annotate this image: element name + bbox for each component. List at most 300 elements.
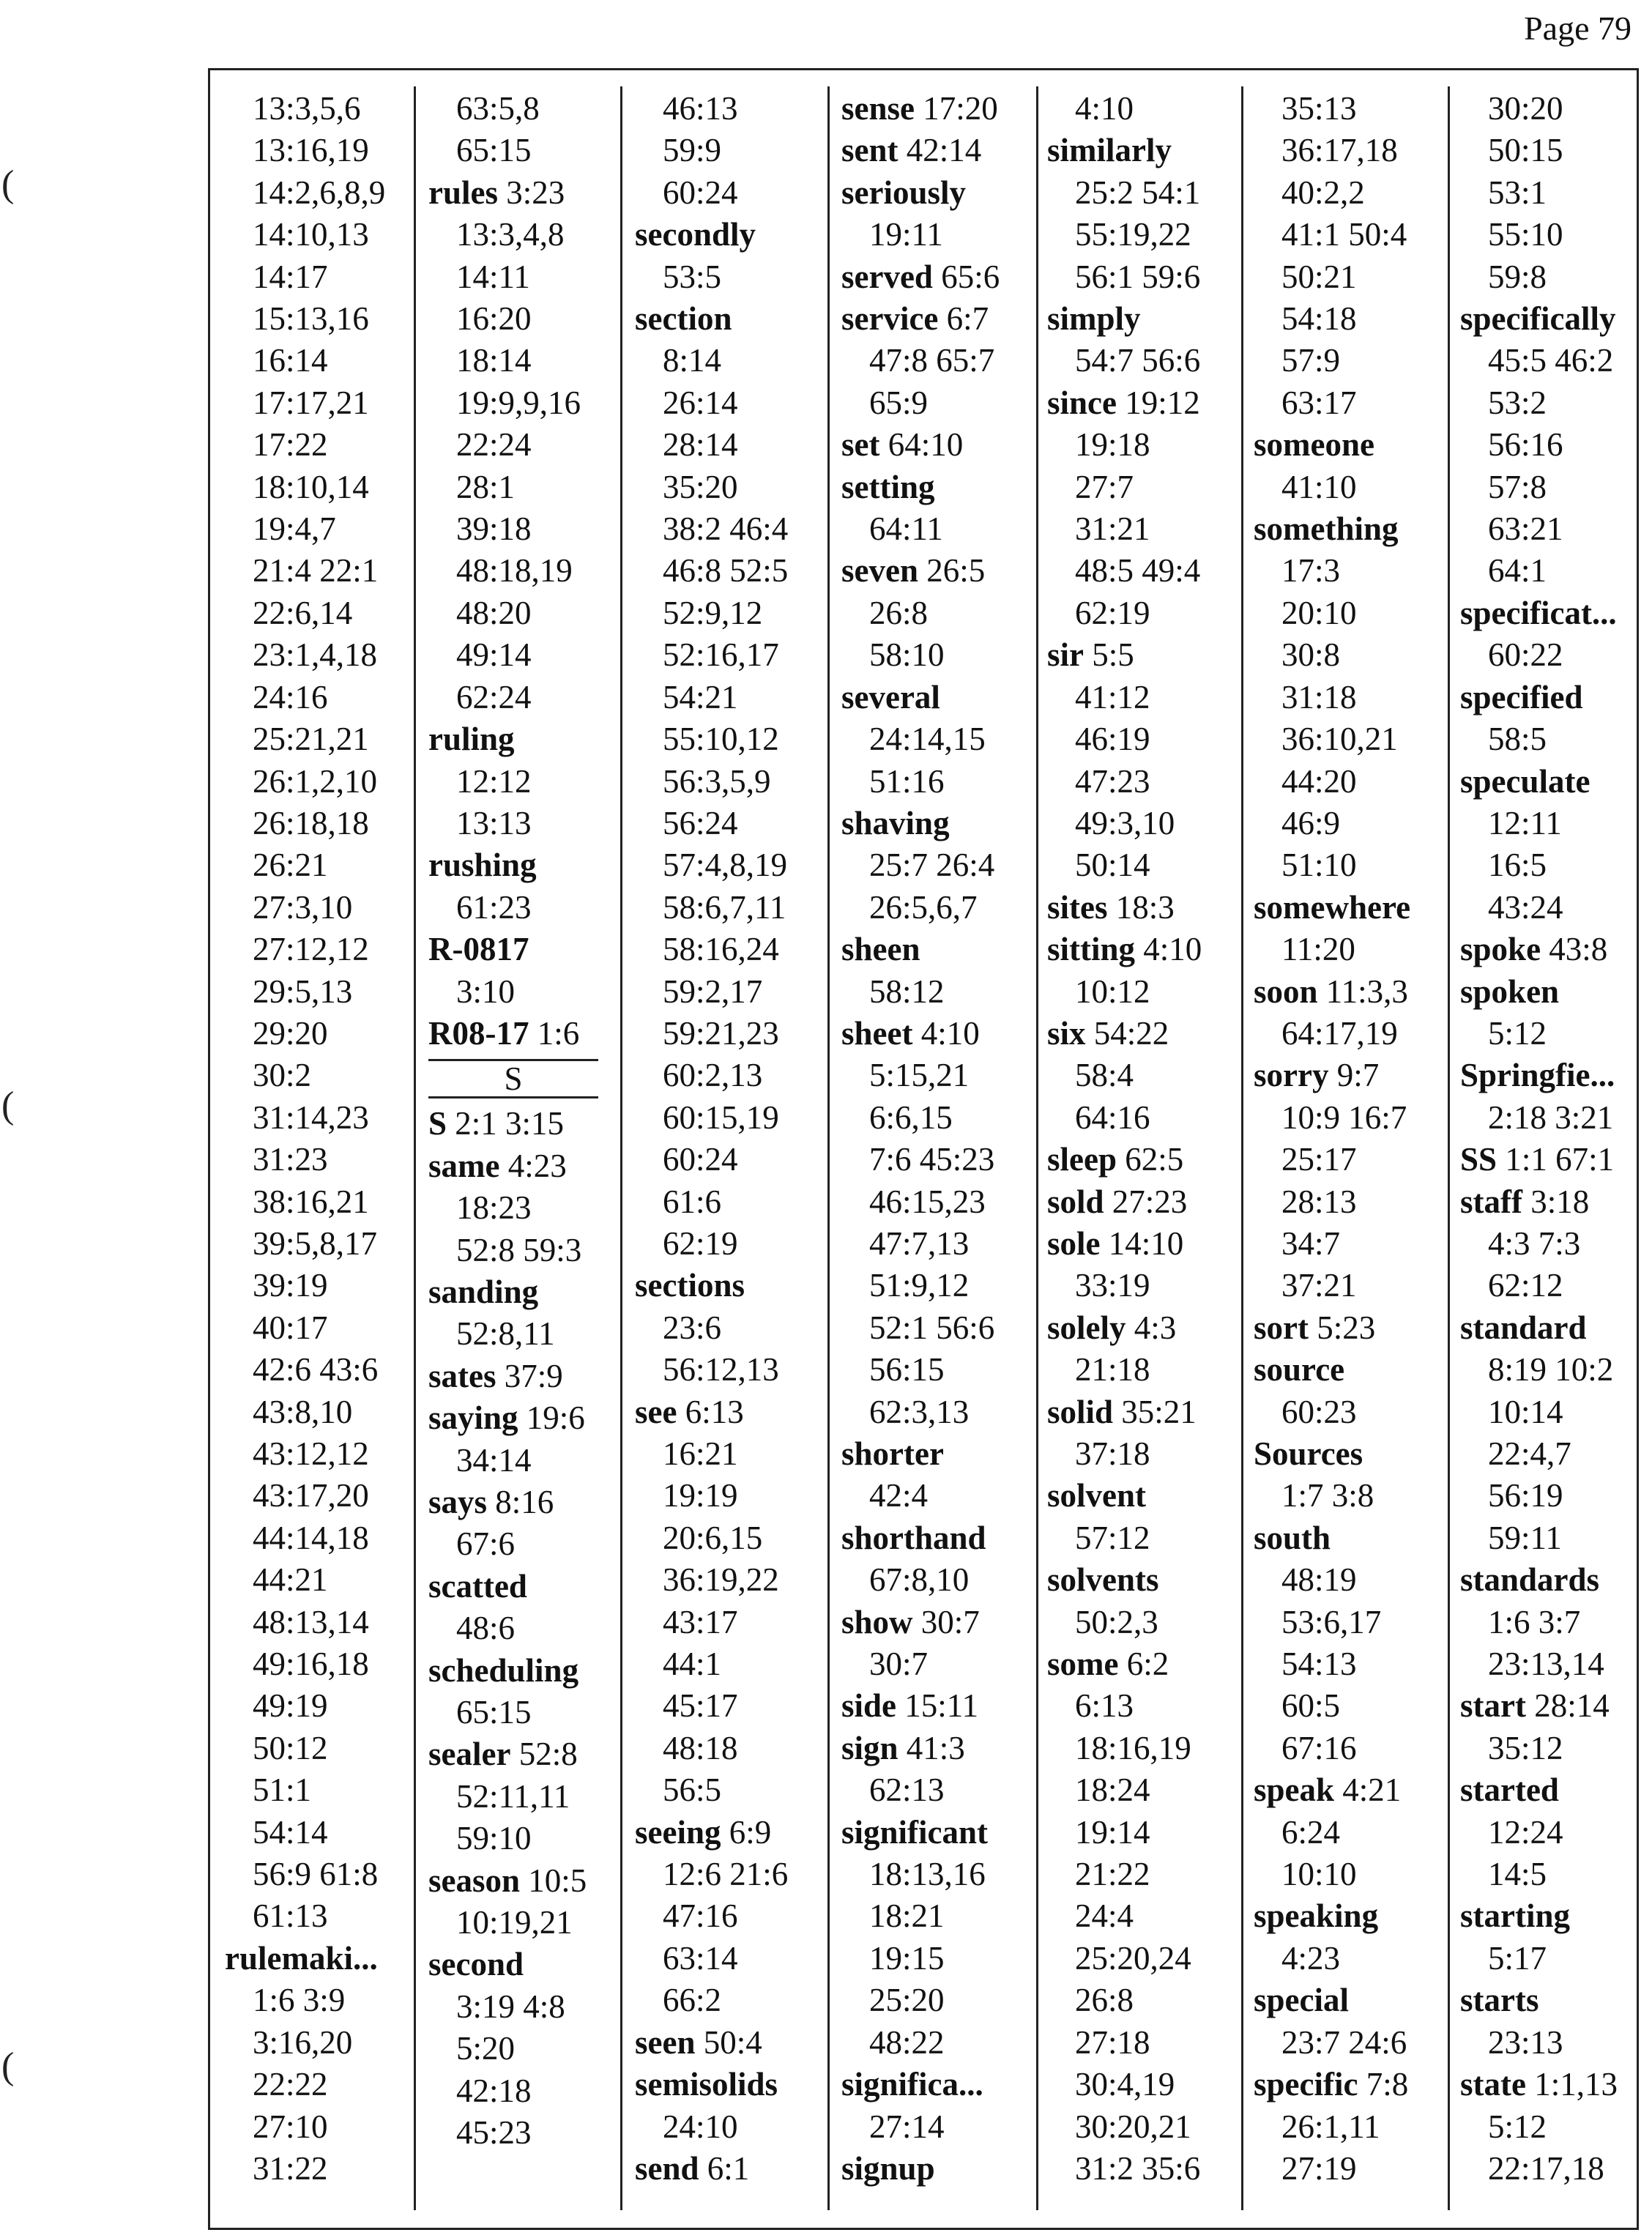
- term-word: sir: [1047, 636, 1084, 674]
- page-line-ref: 54:21: [663, 678, 738, 715]
- index-term: [1047, 1139, 1230, 1181]
- page-line-ref: 25:2 54:1: [1075, 174, 1201, 211]
- index-term: [841, 88, 1024, 130]
- page-line-ref: 41:12: [1075, 678, 1150, 715]
- page-line-ref: 18:3: [1115, 888, 1175, 926]
- page-line-ref: 19:12: [1125, 384, 1200, 421]
- page-line-ref: 43:12,12: [253, 1435, 369, 1472]
- index-term: [635, 2148, 818, 2190]
- page-line-ref: 52:16,17: [663, 636, 779, 674]
- index-term: [1047, 1223, 1230, 1265]
- page-line-ref: 60:2,13: [663, 1057, 763, 1094]
- page-line-ref: 55:10,12: [663, 721, 779, 758]
- term-word: sort: [1254, 1309, 1309, 1346]
- index-term: [841, 298, 1024, 340]
- page-line-ref: 27:12,12: [253, 931, 369, 968]
- page-line-ref: 52:11,11: [456, 1777, 570, 1815]
- page-line-ref: 27:3,10: [253, 888, 353, 926]
- page-line-ref: 40:2,2: [1281, 174, 1365, 211]
- page-line-ref: 26:8: [1075, 1982, 1134, 2019]
- page-line-ref: 2:18 3:21: [1488, 1098, 1614, 1136]
- page-line-ref: 9:7: [1336, 1057, 1380, 1094]
- page-line-ref: 62:19: [663, 1224, 738, 1262]
- term-word: somewhere: [1254, 888, 1411, 926]
- page-line-ref: 48:6: [456, 1610, 516, 1647]
- page-line-ref: 59:10: [456, 1820, 532, 1857]
- index-term: [1460, 1685, 1643, 1727]
- page-line-ref: 48:5 49:4: [1075, 552, 1201, 590]
- page-line-ref: 64:17,19: [1281, 1014, 1398, 1052]
- page-line-ref: 58:16,24: [663, 931, 779, 968]
- term-word: seen: [635, 2023, 696, 2061]
- page-line-ref: 5:5: [1092, 636, 1134, 674]
- page-line-ref: 40:17: [253, 1309, 328, 1346]
- column-divider: [1448, 86, 1450, 2210]
- page-line-ref: 65:15: [456, 132, 532, 169]
- term-word: standards: [1460, 1561, 1600, 1599]
- page-line-ref: 64:1: [1488, 552, 1547, 590]
- page-line-ref: 30:20: [1488, 90, 1563, 127]
- page-line-ref: 4:10: [920, 1014, 980, 1052]
- index-term: [1254, 1979, 1437, 2021]
- index-term: [1047, 130, 1230, 171]
- page-line-ref: 56:5: [663, 1772, 722, 1809]
- page-line-ref: 19:19: [663, 1477, 738, 1514]
- index-term: [841, 1433, 1024, 1475]
- term-word: rulemaki...: [225, 1939, 378, 1977]
- page-line-ref: 42:18: [456, 2072, 532, 2109]
- term-word: sleep: [1047, 1141, 1117, 1178]
- page-line-ref: 35:20: [663, 468, 738, 505]
- index-term: [841, 1602, 1024, 1643]
- page-line-ref: 23:13: [1488, 2023, 1563, 2061]
- page-line-ref: 6:9: [729, 1813, 772, 1851]
- index-term: [635, 1265, 818, 1306]
- term-word: says: [428, 1484, 488, 1520]
- index-term: [841, 1812, 1024, 1854]
- term-word: sitting: [1047, 931, 1136, 968]
- page-line-ref: 24:4: [1075, 1897, 1134, 1935]
- index-term: [841, 172, 1024, 214]
- page-line-ref: 19:9,9,16: [456, 384, 581, 421]
- page-line-ref: 5:15,21: [869, 1057, 970, 1094]
- term-word: secondly: [635, 216, 756, 253]
- index-term: [428, 929, 611, 970]
- page-line-ref: 52:8,11: [456, 1315, 555, 1353]
- page-line-ref: 57:9: [1281, 342, 1341, 379]
- term-word: sanding: [428, 1273, 539, 1310]
- term-word: second: [428, 1946, 524, 1983]
- page-line-ref: 18:23: [456, 1189, 532, 1227]
- index-term: [1254, 424, 1437, 466]
- page-line-ref: 59:9: [663, 132, 722, 169]
- page-line-ref: 26:8: [869, 594, 929, 631]
- term-word: started: [1460, 1772, 1559, 1809]
- term-word: R08-17: [428, 1014, 529, 1052]
- page-line-ref: 31:14,23: [253, 1098, 369, 1136]
- page-line-ref: 31:22: [253, 2149, 328, 2187]
- page-number: Page 79: [1524, 10, 1631, 47]
- page-line-ref: 12:11: [1488, 804, 1562, 841]
- term-word: show: [841, 1603, 913, 1640]
- term-word: solvent: [1047, 1477, 1146, 1514]
- term-word: sites: [1047, 888, 1108, 926]
- page-line-ref: 13:3,5,6: [253, 90, 361, 127]
- page-line-ref: 44:20: [1281, 762, 1357, 800]
- term-word: Springfie...: [1460, 1057, 1615, 1094]
- page-line-ref: 64:10: [888, 426, 964, 464]
- term-word: soon: [1254, 973, 1318, 1010]
- page-line-ref: 6:6,15: [869, 1098, 953, 1136]
- index-term: [1254, 1349, 1437, 1391]
- page-line-ref: 22:22: [253, 2066, 328, 2103]
- page-line-ref: 6:13: [685, 1393, 744, 1430]
- page-line-ref: 67:16: [1281, 1729, 1357, 1766]
- page-line-ref: 43:17: [663, 1603, 738, 1640]
- term-word: shorthand: [841, 1519, 986, 1556]
- page-line-ref: 16:21: [663, 1435, 738, 1472]
- page-line-ref: 4:10: [1075, 90, 1134, 127]
- index-frame: [208, 68, 1639, 2230]
- page-line-ref: 55:10: [1488, 216, 1563, 253]
- page-line-ref: 23:13,14: [1488, 1646, 1604, 1683]
- page-line-ref: 33:19: [1075, 1267, 1150, 1304]
- page-line-ref: 26:5,6,7: [869, 888, 978, 926]
- term-word: semisolids: [635, 2066, 778, 2103]
- index-term: [1460, 1979, 1643, 2021]
- page-line-ref: 23:1,4,18: [253, 636, 378, 674]
- page-line-ref: 47:8 65:7: [869, 342, 995, 379]
- page-line-ref: 64:16: [1075, 1098, 1150, 1136]
- column-divider: [1036, 86, 1038, 2210]
- term-word: rules: [428, 174, 498, 211]
- page-line-ref: 27:7: [1075, 468, 1134, 505]
- index-term: [428, 1944, 611, 1985]
- page-line-ref: 48:18,19: [456, 552, 573, 590]
- index-term: [1254, 887, 1437, 929]
- page-line-ref: 3:10: [456, 973, 516, 1010]
- page-line-ref: 60:15,19: [663, 1098, 779, 1136]
- page-line-ref: 4:10: [1143, 931, 1202, 968]
- page-line-ref: 21:22: [1075, 1856, 1150, 1893]
- page-line-ref: 26:18,18: [253, 804, 369, 841]
- page-line-ref: 58:10: [869, 636, 945, 674]
- page-line-ref: 45:17: [663, 1687, 738, 1725]
- page-line-ref: 53:6,17: [1281, 1603, 1382, 1640]
- index-term: [1047, 1391, 1230, 1433]
- index-term: [1254, 1307, 1437, 1349]
- page-line-ref: 6:24: [1281, 1813, 1341, 1851]
- page-line-ref: 61:13: [253, 1897, 328, 1935]
- index-term: [428, 1860, 611, 1902]
- index-term: [428, 1013, 611, 1055]
- column-divider: [1241, 86, 1243, 2210]
- term-word: simply: [1047, 300, 1141, 338]
- term-word: sates: [428, 1357, 496, 1394]
- index-term: [841, 929, 1024, 970]
- index-term: [841, 1685, 1024, 1727]
- term-word: some: [1047, 1646, 1119, 1683]
- page-line-ref: 11:20: [1281, 931, 1355, 968]
- page-line-ref: 60:24: [663, 174, 738, 211]
- term-word: several: [841, 678, 940, 715]
- page-line-ref: 50:12: [253, 1729, 328, 1766]
- index-term: [1460, 1181, 1643, 1223]
- column-divider: [827, 86, 830, 2210]
- term-word: specificat...: [1460, 594, 1617, 631]
- page-line-ref: 65:15: [456, 1694, 532, 1731]
- index-term: [1047, 1475, 1230, 1517]
- term-word: speculate: [1460, 762, 1590, 800]
- page-line-ref: 44:14,18: [253, 1519, 369, 1556]
- page-line-ref: 50:15: [1488, 132, 1563, 169]
- page-line-ref: 37:18: [1075, 1435, 1150, 1472]
- page-line-ref: 17:17,21: [253, 384, 369, 421]
- page-line-ref: 14:11: [456, 258, 530, 295]
- page-line-ref: 1:1 67:1: [1505, 1141, 1615, 1178]
- page-line-ref: 48:13,14: [253, 1603, 369, 1640]
- index-term: [428, 172, 611, 214]
- page-line-ref: 8:14: [663, 342, 722, 379]
- page-line-ref: 63:21: [1488, 510, 1563, 548]
- page-line-ref: 61:23: [456, 888, 532, 926]
- page-line-ref: 22:6,14: [253, 594, 353, 631]
- term-word: Sources: [1254, 1435, 1363, 1472]
- page-line-ref: 16:20: [456, 300, 532, 338]
- term-word: similarly: [1047, 132, 1172, 169]
- page-line-ref: 50:4: [703, 2023, 762, 2061]
- term-word: start: [1460, 1687, 1526, 1725]
- index-term: [1047, 929, 1230, 970]
- page-line-ref: 21:18: [1075, 1351, 1150, 1388]
- page-line-ref: 20:6,15: [663, 1519, 763, 1556]
- index-term: [635, 1812, 818, 1854]
- page-line-ref: 10:12: [1075, 973, 1150, 1010]
- term-word: specifically: [1460, 300, 1616, 338]
- page-line-ref: 45:5 46:2: [1488, 342, 1614, 379]
- term-word: sole: [1047, 1224, 1101, 1262]
- page-line-ref: 6:7: [946, 300, 989, 338]
- page-line-ref: 58:6,7,11: [663, 888, 786, 926]
- page-line-ref: 28:14: [1534, 1687, 1610, 1725]
- page-line-ref: 4:3 7:3: [1488, 1224, 1581, 1262]
- index-term: [1047, 382, 1230, 424]
- page-line-ref: 28:14: [663, 426, 738, 464]
- page-line-ref: 35:21: [1121, 1393, 1197, 1430]
- page-line-ref: 49:3,10: [1075, 804, 1175, 841]
- term-word: service: [841, 300, 939, 338]
- page-line-ref: 11:3,3: [1325, 973, 1408, 1010]
- index-term: [1460, 2064, 1643, 2105]
- page-line-ref: 7:8: [1366, 2066, 1409, 2103]
- term-word: speak: [1254, 1772, 1335, 1809]
- term-word: sheet: [841, 1014, 913, 1052]
- page-line-ref: 17:22: [253, 426, 328, 464]
- page-line-ref: 35:12: [1488, 1729, 1563, 1766]
- page-line-ref: 47:7,13: [869, 1224, 970, 1262]
- page-line-ref: 62:24: [456, 678, 532, 715]
- page-line-ref: 3:18: [1530, 1183, 1590, 1220]
- page-line-ref: 4:21: [1342, 1772, 1402, 1809]
- page-line-ref: 19:6: [526, 1399, 585, 1437]
- index-term: [1254, 1895, 1437, 1937]
- index-term: [428, 718, 611, 760]
- page-line-ref: 43:24: [1488, 888, 1563, 926]
- section-letter-header: S: [428, 1059, 598, 1098]
- page-line-ref: 27:10: [253, 2108, 328, 2145]
- index-term: [841, 550, 1024, 592]
- page-line-ref: 5:17: [1488, 1939, 1547, 1977]
- index-term: [1047, 1307, 1230, 1349]
- index-term: [1047, 1559, 1230, 1601]
- page-line-ref: 60:22: [1488, 636, 1563, 674]
- term-word: section: [635, 300, 732, 338]
- page-line-ref: 51:10: [1281, 847, 1357, 884]
- page-line-ref: 24:14,15: [869, 721, 986, 758]
- index-term: [841, 256, 1024, 298]
- term-word: sense: [841, 90, 915, 127]
- page-line-ref: 52:1 56:6: [869, 1309, 995, 1346]
- page-line-ref: 25:20,24: [1075, 1939, 1191, 1977]
- index-term: [428, 1733, 611, 1775]
- page-line-ref: 14:17: [253, 258, 328, 295]
- term-word: solely: [1047, 1309, 1126, 1346]
- index-term: [1460, 1769, 1643, 1811]
- page-line-ref: 42:4: [869, 1477, 929, 1514]
- page-line-ref: 67:6: [456, 1525, 516, 1563]
- page-line-ref: 48:22: [869, 2023, 945, 2061]
- term-word: SS: [1460, 1141, 1497, 1178]
- index-term: [1047, 298, 1230, 340]
- page-line-ref: 49:16,18: [253, 1646, 369, 1683]
- page-line-ref: 12:24: [1488, 1813, 1563, 1851]
- page-line-ref: 48:19: [1281, 1561, 1357, 1599]
- page-line-ref: 18:21: [869, 1897, 945, 1935]
- page-line-ref: 43:17,20: [253, 1477, 369, 1514]
- term-word: setting: [841, 468, 935, 505]
- page-line-ref: 18:24: [1075, 1772, 1150, 1809]
- page-line-ref: 31:18: [1281, 678, 1357, 715]
- page-line-ref: 3:16,20: [253, 2023, 353, 2061]
- page-line-ref: 59:11: [1488, 1519, 1562, 1556]
- index-term: [1460, 1559, 1643, 1601]
- term-word: signup: [841, 2149, 935, 2187]
- term-word: shorter: [841, 1435, 944, 1472]
- page-line-ref: 13:13: [456, 804, 532, 841]
- term-word: state: [1460, 2066, 1526, 2103]
- term-word: solvents: [1047, 1561, 1159, 1599]
- term-word: something: [1254, 510, 1399, 548]
- page-line-ref: 1:7 3:8: [1281, 1477, 1374, 1514]
- index-term: [428, 1103, 611, 1145]
- page-line-ref: 8:19 10:2: [1488, 1351, 1614, 1388]
- page-line-ref: 53:5: [663, 258, 722, 295]
- page-line-ref: 18:16,19: [1075, 1729, 1191, 1766]
- page-line-ref: 58:5: [1488, 721, 1547, 758]
- page-line-ref: 30:7: [869, 1646, 929, 1683]
- term-word: spoken: [1460, 973, 1560, 1010]
- term-word: since: [1047, 384, 1117, 421]
- page-line-ref: 56:19: [1488, 1477, 1563, 1514]
- page-line-ref: 20:10: [1281, 594, 1357, 631]
- page-line-ref: 23:6: [663, 1309, 722, 1346]
- page-line-ref: 19:18: [1075, 426, 1150, 464]
- page-line-ref: 37:21: [1281, 1267, 1357, 1304]
- term-word: shaving: [841, 804, 950, 841]
- term-word: side: [841, 1687, 897, 1725]
- page-line-ref: 39:19: [253, 1267, 328, 1304]
- index-column-5: [1047, 88, 1230, 2207]
- page-line-ref: 60:5: [1281, 1687, 1341, 1725]
- page-line-ref: 66:2: [663, 1982, 722, 2019]
- page-line-ref: 34:14: [456, 1441, 532, 1479]
- term-word: S: [428, 1105, 447, 1142]
- page-line-ref: 42:14: [906, 132, 982, 169]
- page-line-ref: 38:2 46:4: [663, 510, 789, 548]
- index-term: [841, 1013, 1024, 1055]
- page-line-ref: 29:5,13: [253, 973, 353, 1010]
- page-line-ref: 41:3: [906, 1729, 965, 1766]
- page-line-ref: 21:4 22:1: [253, 552, 379, 590]
- page-line-ref: 61:6: [663, 1183, 722, 1220]
- page-line-ref: 52:8: [518, 1736, 578, 1773]
- page-line-ref: 62:13: [869, 1772, 945, 1809]
- page-line-ref: 12:6 21:6: [663, 1856, 789, 1893]
- margin-mark: (: [1, 1085, 15, 1126]
- page-line-ref: 56:3,5,9: [663, 762, 771, 800]
- page-line-ref: 19:14: [1075, 1813, 1150, 1851]
- term-word: sign: [841, 1729, 898, 1766]
- page-line-ref: 54:22: [1093, 1014, 1169, 1052]
- page-line-ref: 14:10,13: [253, 216, 369, 253]
- index-term: [841, 424, 1024, 466]
- index-term: [1460, 677, 1643, 718]
- term-word: special: [1254, 1982, 1349, 2019]
- page-line-ref: 16:5: [1488, 847, 1547, 884]
- page-line-ref: 14:10: [1108, 1224, 1184, 1262]
- term-word: see: [635, 1393, 677, 1430]
- index-column-3: [635, 88, 818, 2207]
- page-line-ref: 47:16: [663, 1897, 738, 1935]
- page-line-ref: 25:7 26:4: [869, 847, 995, 884]
- term-word: significa...: [841, 2066, 983, 2103]
- index-term: [1254, 1517, 1437, 1559]
- page-line-ref: 8:16: [495, 1484, 554, 1520]
- term-word: scheduling: [428, 1651, 579, 1689]
- term-word: sheen: [841, 931, 920, 968]
- page-line-ref: 1:6 3:7: [1488, 1603, 1581, 1640]
- index-term: [841, 2148, 1024, 2190]
- term-word: standard: [1460, 1309, 1587, 1346]
- index-column-4: [841, 88, 1024, 2207]
- column-divider: [620, 86, 622, 2210]
- page-line-ref: 27:23: [1112, 1183, 1188, 1220]
- page-line-ref: 26:5: [926, 552, 986, 590]
- term-word: sent: [841, 132, 898, 169]
- page-line-ref: 46:19: [1075, 721, 1150, 758]
- term-word: seriously: [841, 174, 967, 211]
- term-word: season: [428, 1862, 521, 1899]
- page-line-ref: 13:16,19: [253, 132, 369, 169]
- page-line-ref: 36:19,22: [663, 1561, 779, 1599]
- page-line-ref: 6:13: [1075, 1687, 1134, 1725]
- index-term: [1460, 1055, 1643, 1096]
- term-word: starts: [1460, 1982, 1539, 2019]
- index-term: [841, 130, 1024, 171]
- page-line-ref: 46:15,23: [869, 1183, 986, 1220]
- page-line-ref: 45:23: [456, 2114, 532, 2152]
- page-line-ref: 59:21,23: [663, 1014, 779, 1052]
